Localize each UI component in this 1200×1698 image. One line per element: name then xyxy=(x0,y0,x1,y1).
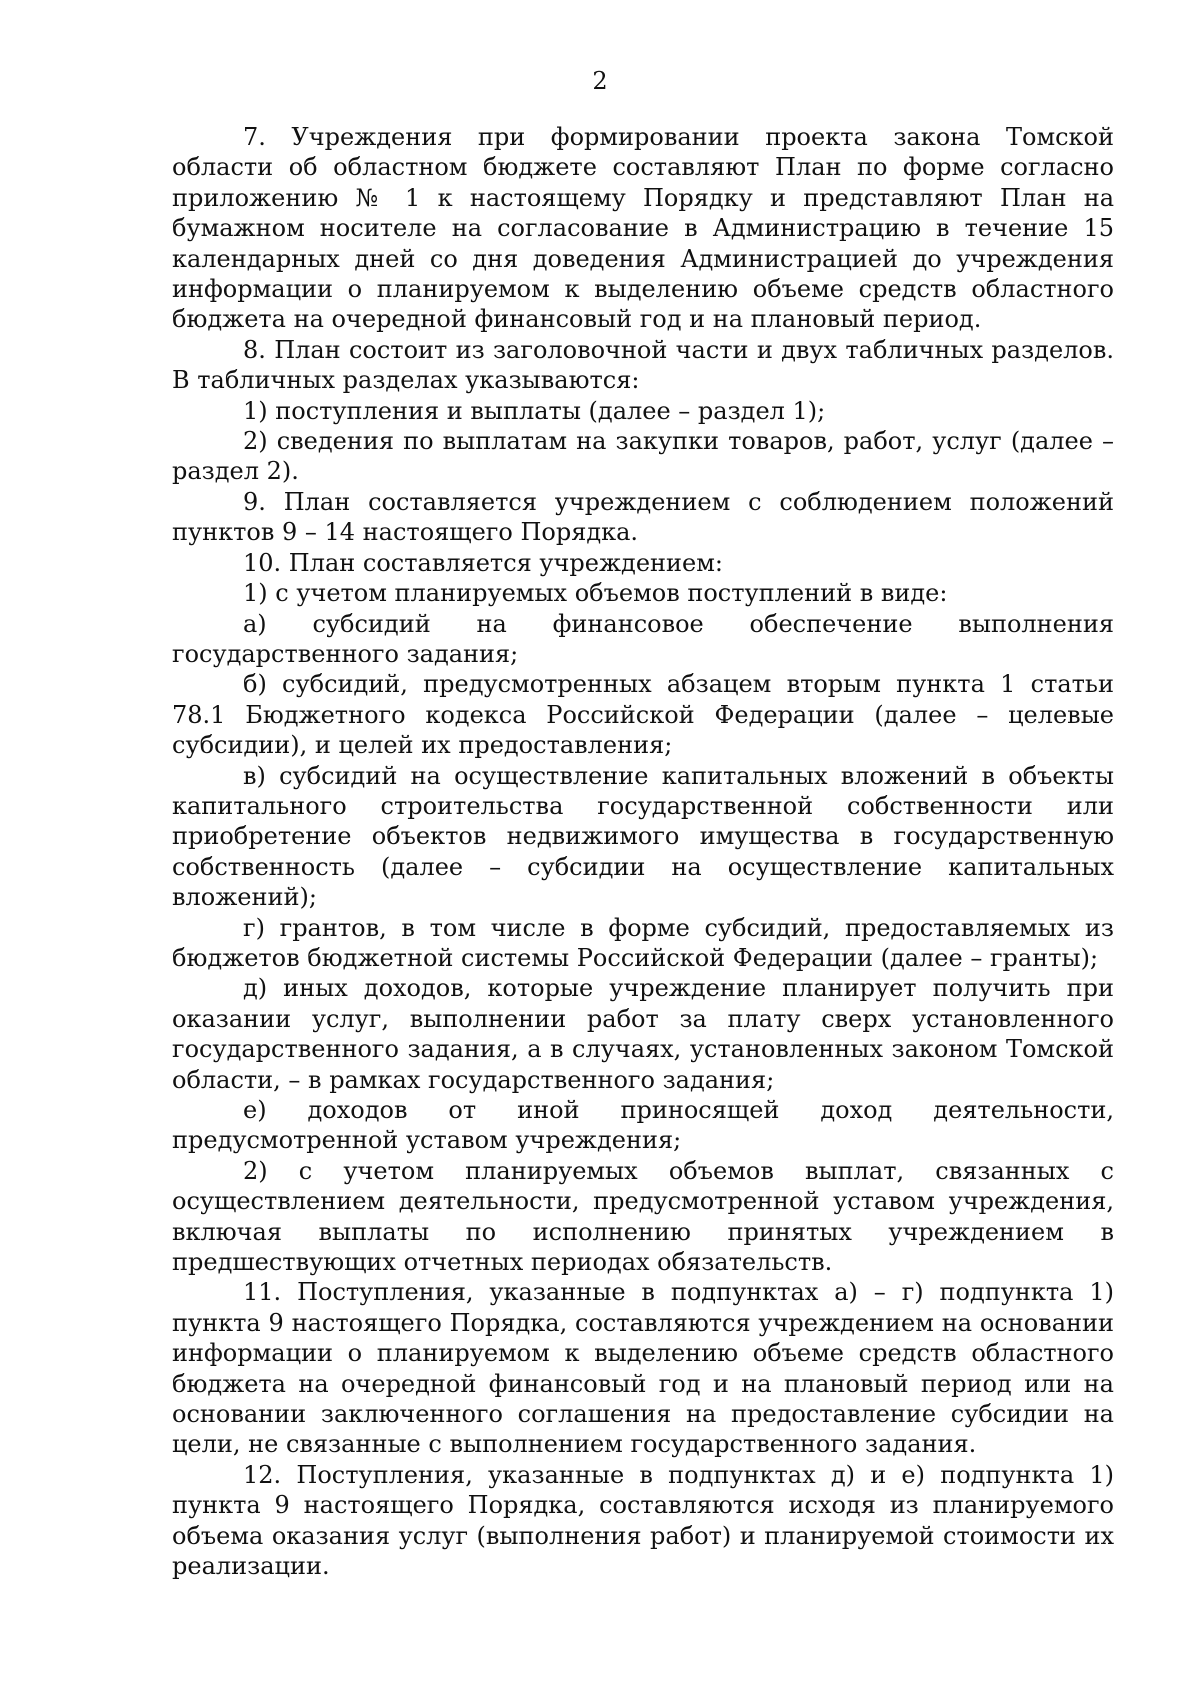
paragraph-8-item-2: 2) сведения по выплатам на закупки товаров, работ, услуг (далее – раздел 2). xyxy=(172,427,1114,486)
page-number: 2 xyxy=(592,67,608,95)
document-body xyxy=(172,122,1114,1582)
paragraph-10-subitem-g: г) грантов, в том числе в форме субсидий, предоставляемых из бюджетов бюджетной системы Российской Федерации (далее – гранты); xyxy=(172,913,1114,972)
paragraph-10-item-1: 1) с учетом планируемых объемов поступлений в виде: xyxy=(243,579,948,608)
paragraph-10-item-2: 2) с учетом планируемых объемов выплат, связанных с осуществлением деятельности, предусмотренной уставом учреждения, включая выплаты по исполнению принятых учреждением в предшествующих отчетных периодах обязательств. xyxy=(172,1156,1114,1277)
paragraph-10-subitem-a: а) субсидий на финансовое обеспечение выполнения государственного задания; xyxy=(172,609,1114,668)
paragraph-10-subitem-d: д) иных доходов, которые учреждение планирует получить при оказании услуг, выполнении работ за плату сверх установленного государственного задания, а в случаях, установленных законом Томской области, – в рамках государственного задания; xyxy=(172,974,1114,1094)
paragraph-9: 9. План составляется учреждением с соблюдением положений пунктов 9 – 14 настоящего Порядка. xyxy=(172,487,1114,547)
paragraph-10: 10. План составляется учреждением: xyxy=(243,548,723,577)
paragraph-12: 12. Поступления, указанные в подпунктах д) и е) подпункта 1) пункта 9 настоящего Порядка, составляются исходя из планируемого объема оказания услуг (выполнения работ) и планируемой стоимости их реализации. xyxy=(172,1460,1114,1581)
paragraph-10-subitem-e: е) доходов от иной приносящей доход деятельности, предусмотренной уставом учреждения; xyxy=(172,1096,1114,1155)
paragraph-11: 11. Поступления, указанные в подпунктах а) – г) подпункта 1) пункта 9 настоящего Порядка, составляются учреждением на основании информации о планируемом к выделению объеме средств областного бюджета на очередной финансовый год и на плановый период или на основании заключенного соглашения на предоставление субсидии на цели, не связанные с выполнением государственного задания. xyxy=(172,1278,1114,1459)
paragraph-10-subitem-v: в) субсидий на осуществление капитальных вложений в объекты капитального строительства государственной собственности или приобретение объектов недвижимого имущества в государственную собственность (далее – субсидии на осуществление капитальных вложений); xyxy=(172,761,1114,912)
paragraph-8: 8. План состоит из заголовочной части и двух табличных разделов. В табличных разделах указываются: xyxy=(172,335,1114,395)
paragraph-8-item-1: 1) поступления и выплаты (далее – раздел 1); xyxy=(243,396,826,425)
paragraph-7: 7. Учреждения при формировании проекта закона Томской области об областном бюджете составляют План по форме согласно приложению № 1 к настоящему Порядку и представляют План на бумажном носителе на согласование в Администрацию в течение 15 календарных дней со дня доведения Администрацией до учреждения информации о планируемом к выделению объеме средств областного бюджета на очередной финансовый год и на плановый период. xyxy=(172,123,1114,334)
paragraph-10-subitem-b: б) субсидий, предусмотренных абзацем вторым пункта 1 статьи 78.1 Бюджетного кодекса Российской Федерации (далее – целевые субсидии), и целей их предоставления; xyxy=(172,670,1114,760)
